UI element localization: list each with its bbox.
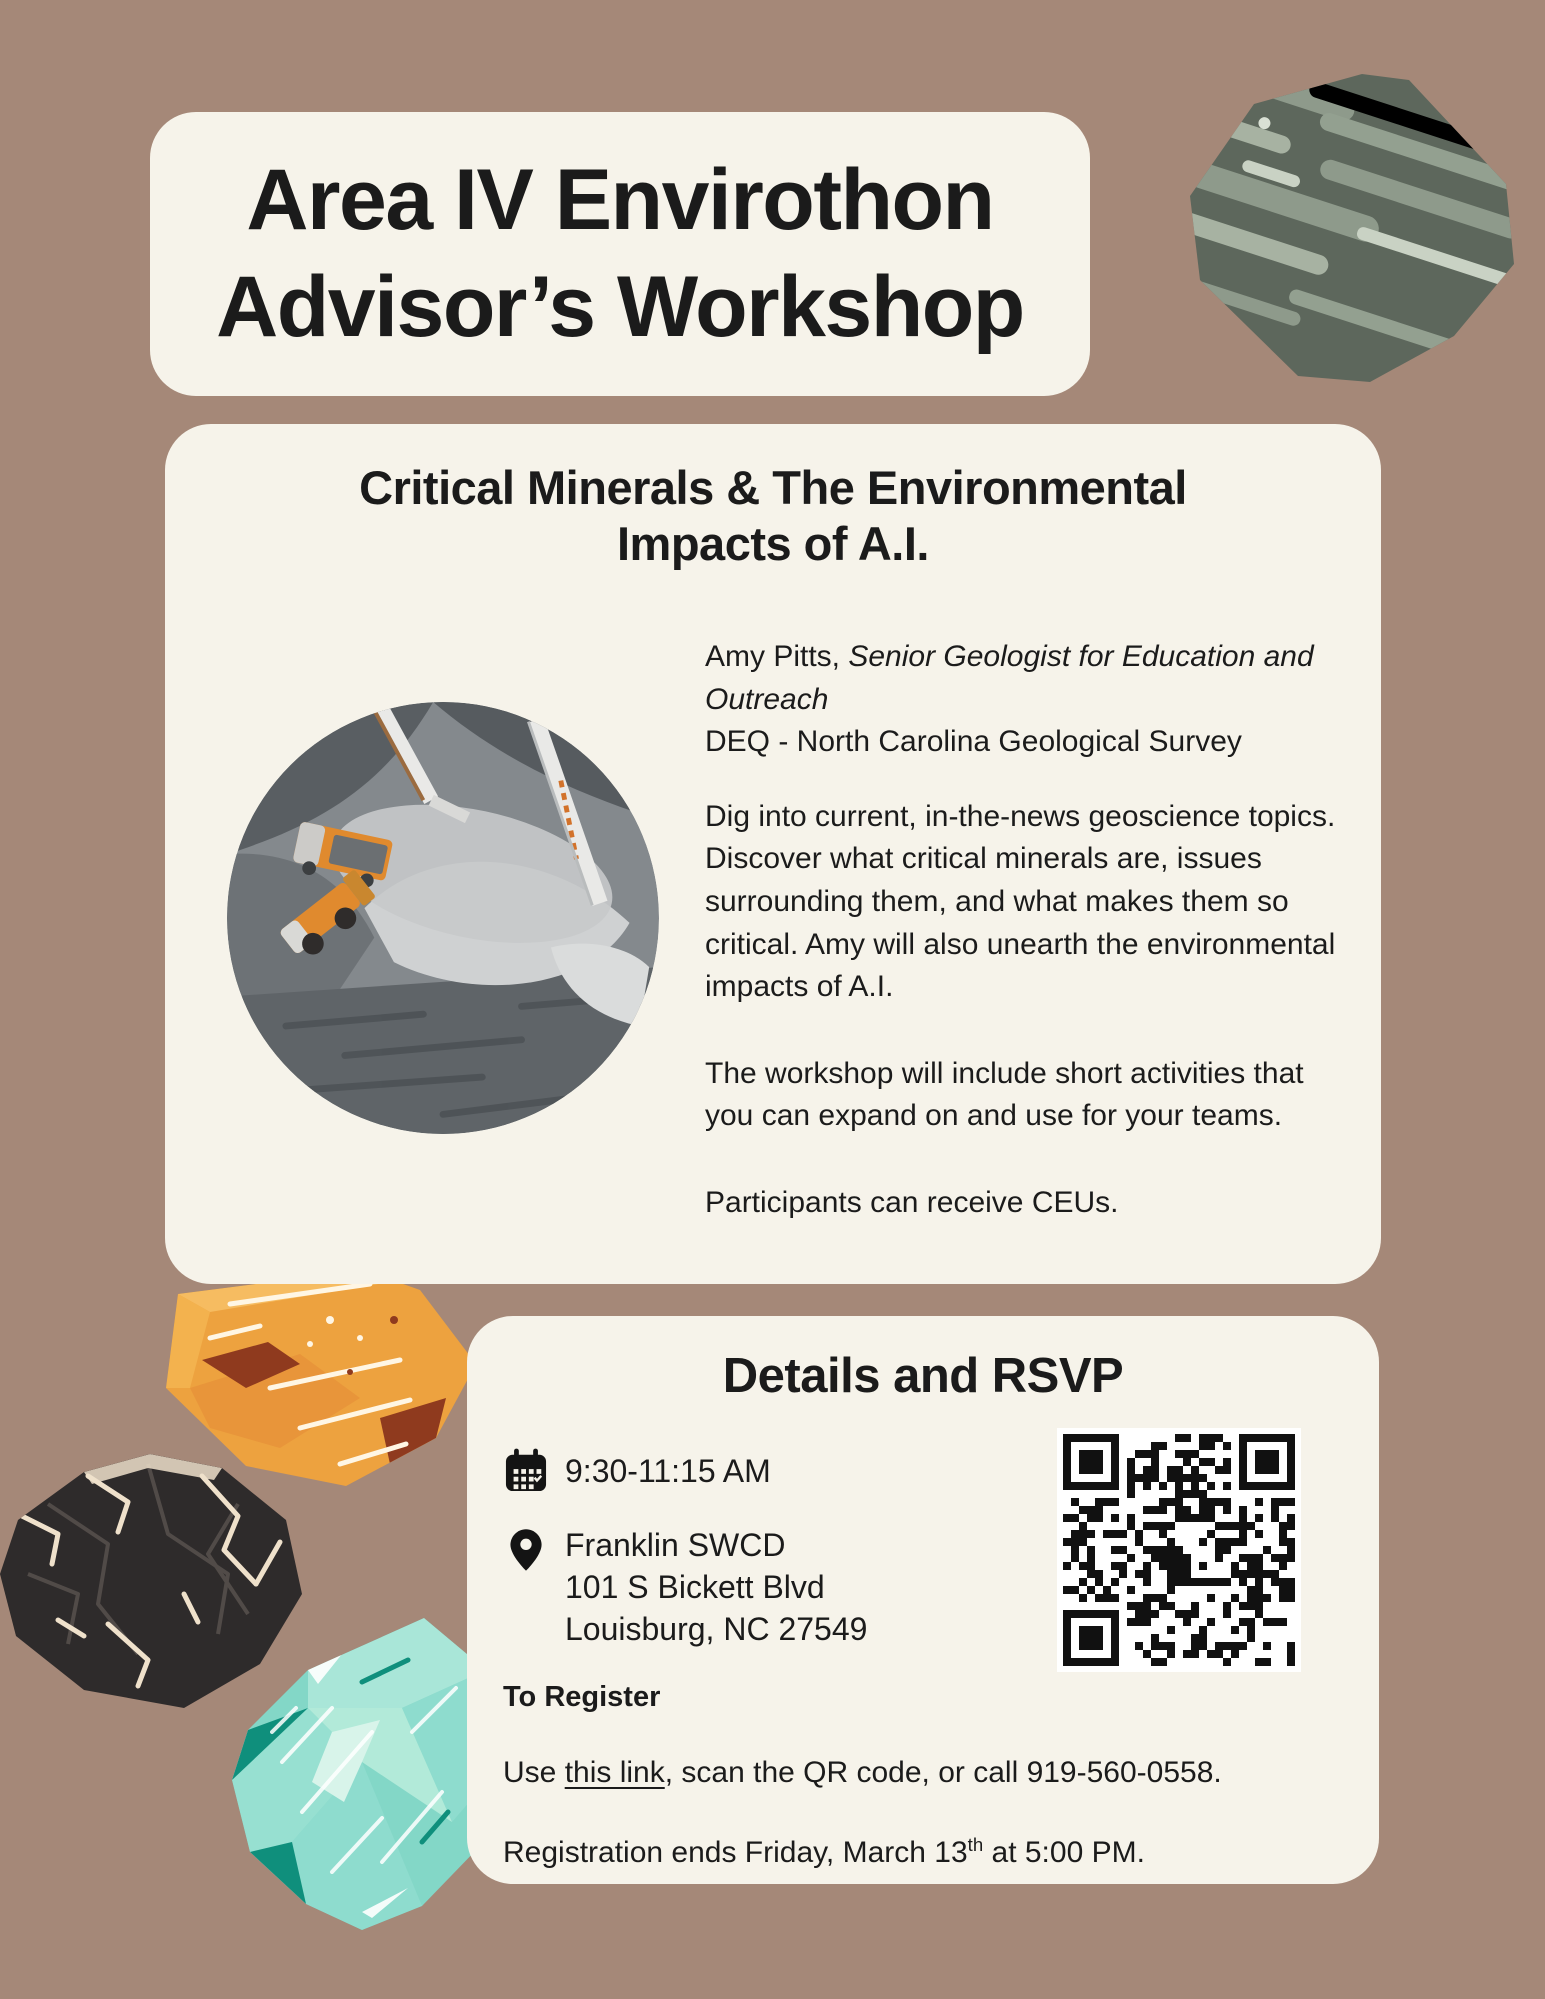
session-heading-line1: Critical Minerals & The Environmental	[359, 461, 1187, 514]
poster-title-line1: Area IV Envirothon	[246, 152, 994, 249]
location-address	[565, 1524, 867, 1651]
speaker-organization: DEQ - North Carolina Geological Survey	[705, 725, 1242, 759]
session-card	[165, 424, 1381, 1284]
deadline-ordinal: th	[967, 1833, 984, 1855]
session-heading	[165, 460, 1381, 573]
location-line2: 101 S Bickett Blvd	[565, 1569, 825, 1606]
quarry-aerial-photo	[227, 702, 659, 1134]
session-paragraph-2: The workshop will include short activities that you can expand on and use for your teams.	[705, 1056, 1304, 1133]
location-line3: Louisburg, NC 27549	[565, 1611, 868, 1648]
speaker-block	[705, 636, 1350, 764]
location-pin-icon	[503, 1524, 549, 1572]
speaker-title: Senior Geologist for Education and Outreach	[705, 640, 1314, 716]
green-striped-rock-illustration	[1104, 66, 1524, 406]
calendar-icon	[503, 1448, 549, 1494]
poster-title-line2: Advisor’s Workshop	[216, 259, 1024, 355]
session-paragraph-1: Dig into current, in-the-news geoscience topics. Discover what critical minerals are, issues surrounding them, and what makes them so critical. Amy will also unearth the environmental impacts of A.I.	[705, 799, 1336, 1004]
location-row	[503, 1524, 1063, 1651]
session-paragraph-3: Participants can receive CEUs.	[705, 1185, 1119, 1219]
session-description	[705, 636, 1350, 1225]
time-row	[503, 1448, 1063, 1494]
title-card	[150, 112, 1090, 396]
register-label: To Register	[503, 1680, 661, 1713]
deadline-prefix: Registration ends Friday, March 13	[503, 1835, 968, 1869]
register-suffix: , scan the QR code, or call 919-560-0558.	[664, 1755, 1222, 1789]
registration-deadline	[503, 1833, 1343, 1870]
details-card	[467, 1316, 1379, 1884]
location-line1: Franklin SWCD	[565, 1527, 786, 1563]
workshop-time: 9:30-11:15 AM	[565, 1452, 771, 1489]
speaker-name: Amy Pitts,	[705, 640, 849, 673]
details-heading: Details and RSVP	[722, 1349, 1124, 1403]
session-heading-line2: Impacts of A.I.	[617, 517, 929, 571]
register-instructions	[503, 1756, 1343, 1790]
details-body	[503, 1448, 1343, 1870]
register-prefix: Use	[503, 1755, 565, 1789]
registration-link[interactable]: this link	[564, 1755, 665, 1789]
deadline-suffix: at 5:00 PM.	[983, 1835, 1145, 1869]
